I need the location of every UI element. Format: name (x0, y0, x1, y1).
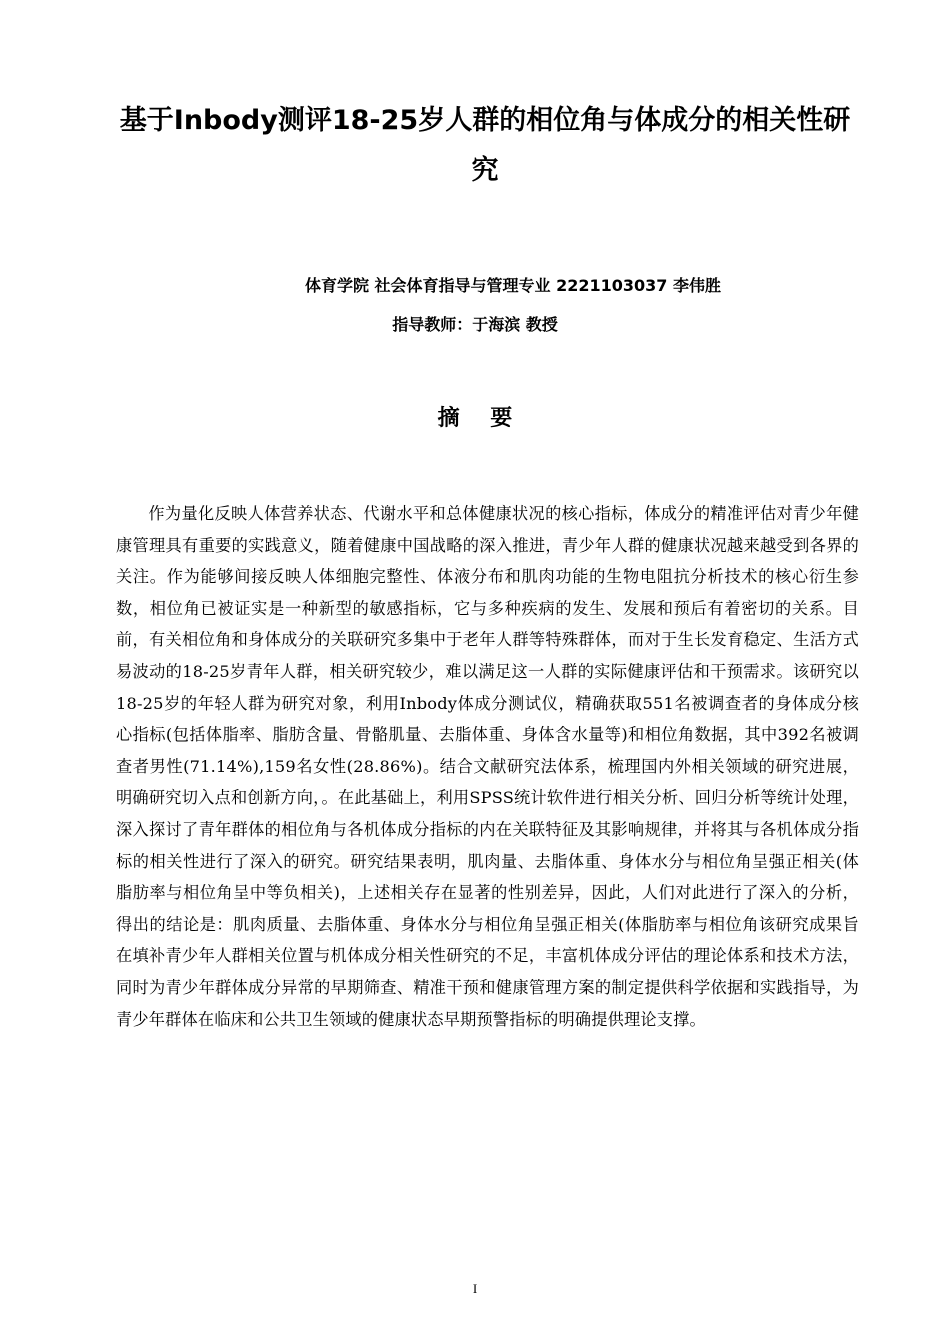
page-number: I (472, 1281, 478, 1296)
abstract-heading: 摘 要 (437, 406, 513, 431)
document-title: 基于Inbody测评18-25岁人群的相位角与体成分的相关性研究 (119, 105, 851, 186)
abstract-paragraph: 作为量化反映人体营养状态、代谢水平和总体健康状况的核心指标，体成分的精准评估对青少年健康管理具有重要的实践意义，随着健康中国战略的深入推进，青少年人群的健康状况越来越受到各界的关注。作为能够间接反映人体细胞完整性、体液分布和肌肉功能的生物电阻抗分析技术的核心衍生参数，相位角已被证实是一种新型的敏感指标，它与多种疾病的发生、发展和预后有着密切的关系。目前，有关相位角和身体成分的关联研究多集中于老年人群等特殊群体，而对于生长发育稳定、生活方式易波动的18-25岁青年人群，相关研究较少，难以满足这一人群的实际健康评估和干预需求。该研究以18-25岁的年轻人群为研究对象，利用Inbody体成分测试仪，精确获取551名被调查者的身体成分核心指标(包括体脂率、脂肪含量、骨骼肌量、去脂体重、身体含水量等)和相位角数据，其中392名被调查者男性(71.14%),159名女性(28.86%)。结合文献研究法体系，梳理国内外相关领域的研究进展，明确研究切入点和创新方向，。在此基础上，利用SPSS统计软件进行相关分析、回归分析等统计处理，深入探讨了青年群体的相位角与各机体成分指标的内在关联特征及其影响规律，并将其与各机体成分指标的相关性进行了深入的研究。研究结果表明，肌肉量、去脂体重、身体水分与相位角呈强正相关(体脂肪率与相位角呈中等负相关)，上述相关存在显著的性别差异，因此，人们对此进行了深入的分析，得出的结论是：肌肉质量、去脂体重、身体水分与相位角呈强正相关(体脂肪率与相位角该研究成果旨在填补青少年人群相关位置与机体成分相关性研究的不足，丰富机体成分评估的理论体系和技术方法，同时为青少年群体成分异常的早期筛查、精准干预和健康管理方案的制定提供科学依据和实践指导，为青少年群体在临床和公共卫生领域的健康状态早期预警指标的明确提供理论支撑。 (116, 504, 859, 1029)
advisor-line: 指导教师：于海滨 教授 (392, 315, 558, 334)
author-line: 体育学院 社会体育指导与管理专业 2221103037 李伟胜 (304, 276, 722, 295)
